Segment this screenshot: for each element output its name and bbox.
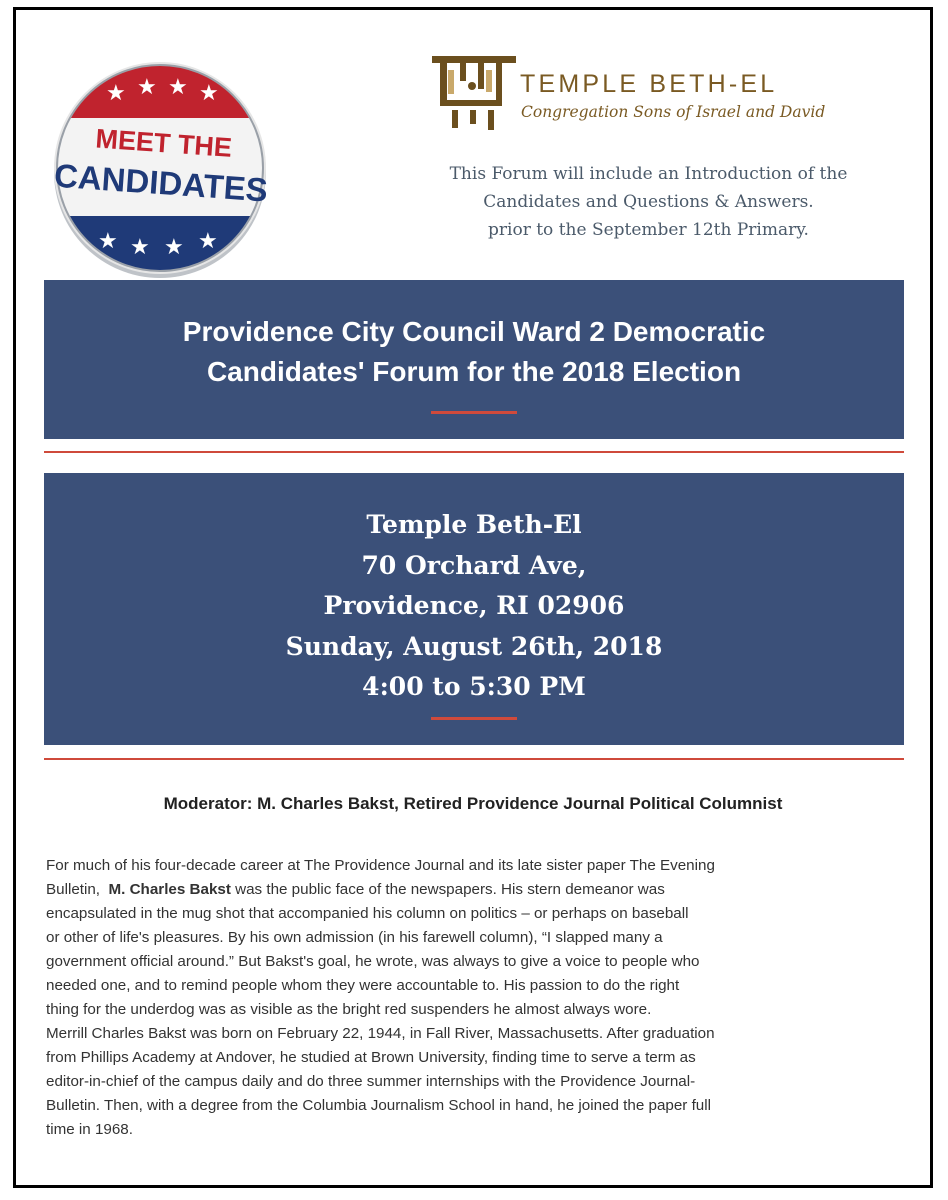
svg-text:★: ★	[130, 235, 150, 260]
divider	[44, 451, 904, 453]
bio-line: For much of his four-decade career at The Providence Journal and its late sister paper The Evening	[46, 857, 715, 874]
badge-line-1: MEET THE	[94, 123, 233, 163]
venue-accent-bar	[431, 717, 517, 720]
bio-line: thing for the underdog was as visible as the bright red suspenders he almost always wore.	[46, 1001, 652, 1018]
svg-text:★: ★	[98, 229, 118, 254]
bio-line: encapsulated in the mug shot that accompanied his column on politics – or perhaps on baseball	[46, 905, 689, 922]
venue-name: Temple Beth-El	[366, 510, 582, 539]
bio-line: editor-in-chief of the campus daily and do three summer internships with the Providence Journal-	[46, 1073, 696, 1090]
moderator-bio	[46, 854, 916, 1142]
venue-street: 70 Orchard Ave,	[361, 550, 587, 580]
badge-line-2: CANDIDATES	[53, 156, 269, 209]
bio-text: was the public face of the newspapers. His stern demeanor was	[235, 881, 665, 898]
bio-line	[46, 878, 916, 902]
bio-text: Bulletin,	[46, 881, 101, 898]
bio-line: Bulletin. Then, with a degree from the Columbia Journalism School in hand, he joined the paper full	[46, 1097, 711, 1114]
title-accent-bar	[431, 411, 517, 414]
bio-moderator-name: M. Charles Bakst	[108, 881, 231, 898]
bio-line: government official around.” But Bakst's goal, he wrote, was always to give a voice to people who	[46, 953, 700, 970]
bio-line: time in 1968.	[46, 1121, 133, 1138]
event-time: 4:00 to 5:30 PM	[362, 672, 586, 701]
event-title-line: Candidates' Forum for the 2018 Election	[206, 356, 742, 387]
venue-band	[44, 473, 904, 745]
svg-text:★: ★	[199, 81, 219, 106]
bio-line: from Phillips Academy at Andover, he studied at Brown University, finding time to serve a term as	[46, 1049, 696, 1066]
svg-text:★: ★	[137, 75, 157, 100]
bio-line: needed one, and to remind people whom they were accountable to. His passion to do the right	[46, 977, 680, 994]
intro-line: This Forum will include an Introduction of the	[449, 164, 848, 184]
svg-text:★: ★	[198, 229, 218, 254]
event-title	[44, 312, 904, 392]
svg-text:★: ★	[168, 75, 188, 100]
svg-text:★: ★	[164, 235, 184, 260]
event-title-line: Providence City Council Ward 2 Democratic	[182, 316, 766, 347]
meet-the-candidates-badge	[48, 56, 272, 280]
event-date: Sunday, August 26th, 2018	[285, 631, 663, 661]
flyer-frame	[13, 7, 933, 1188]
bio-line: Merrill Charles Bakst was born on February 22, 1944, in Fall River, Massachusetts. After graduation	[46, 1025, 715, 1042]
moderator-heading: Moderator: M. Charles Bakst, Retired Providence Journal Political Columnist	[163, 794, 783, 813]
forum-intro	[376, 160, 921, 244]
divider	[44, 758, 904, 760]
temple-subtitle: Congregation Sons of Israel and David	[521, 103, 826, 121]
bio-line: or other of life's pleasures. By his own admission (in his farewell column), “I slapped many a	[46, 929, 663, 946]
event-title-band	[44, 280, 904, 439]
intro-line: prior to the September 12th Primary.	[488, 220, 809, 240]
intro-line: Candidates and Questions & Answers.	[483, 192, 814, 212]
svg-text:★: ★	[106, 81, 126, 106]
temple-name: TEMPLE BETH-EL	[520, 70, 778, 98]
venue-city: Providence, RI 02906	[323, 591, 625, 620]
temple-logo-icon	[430, 48, 518, 134]
venue-details	[44, 505, 904, 708]
